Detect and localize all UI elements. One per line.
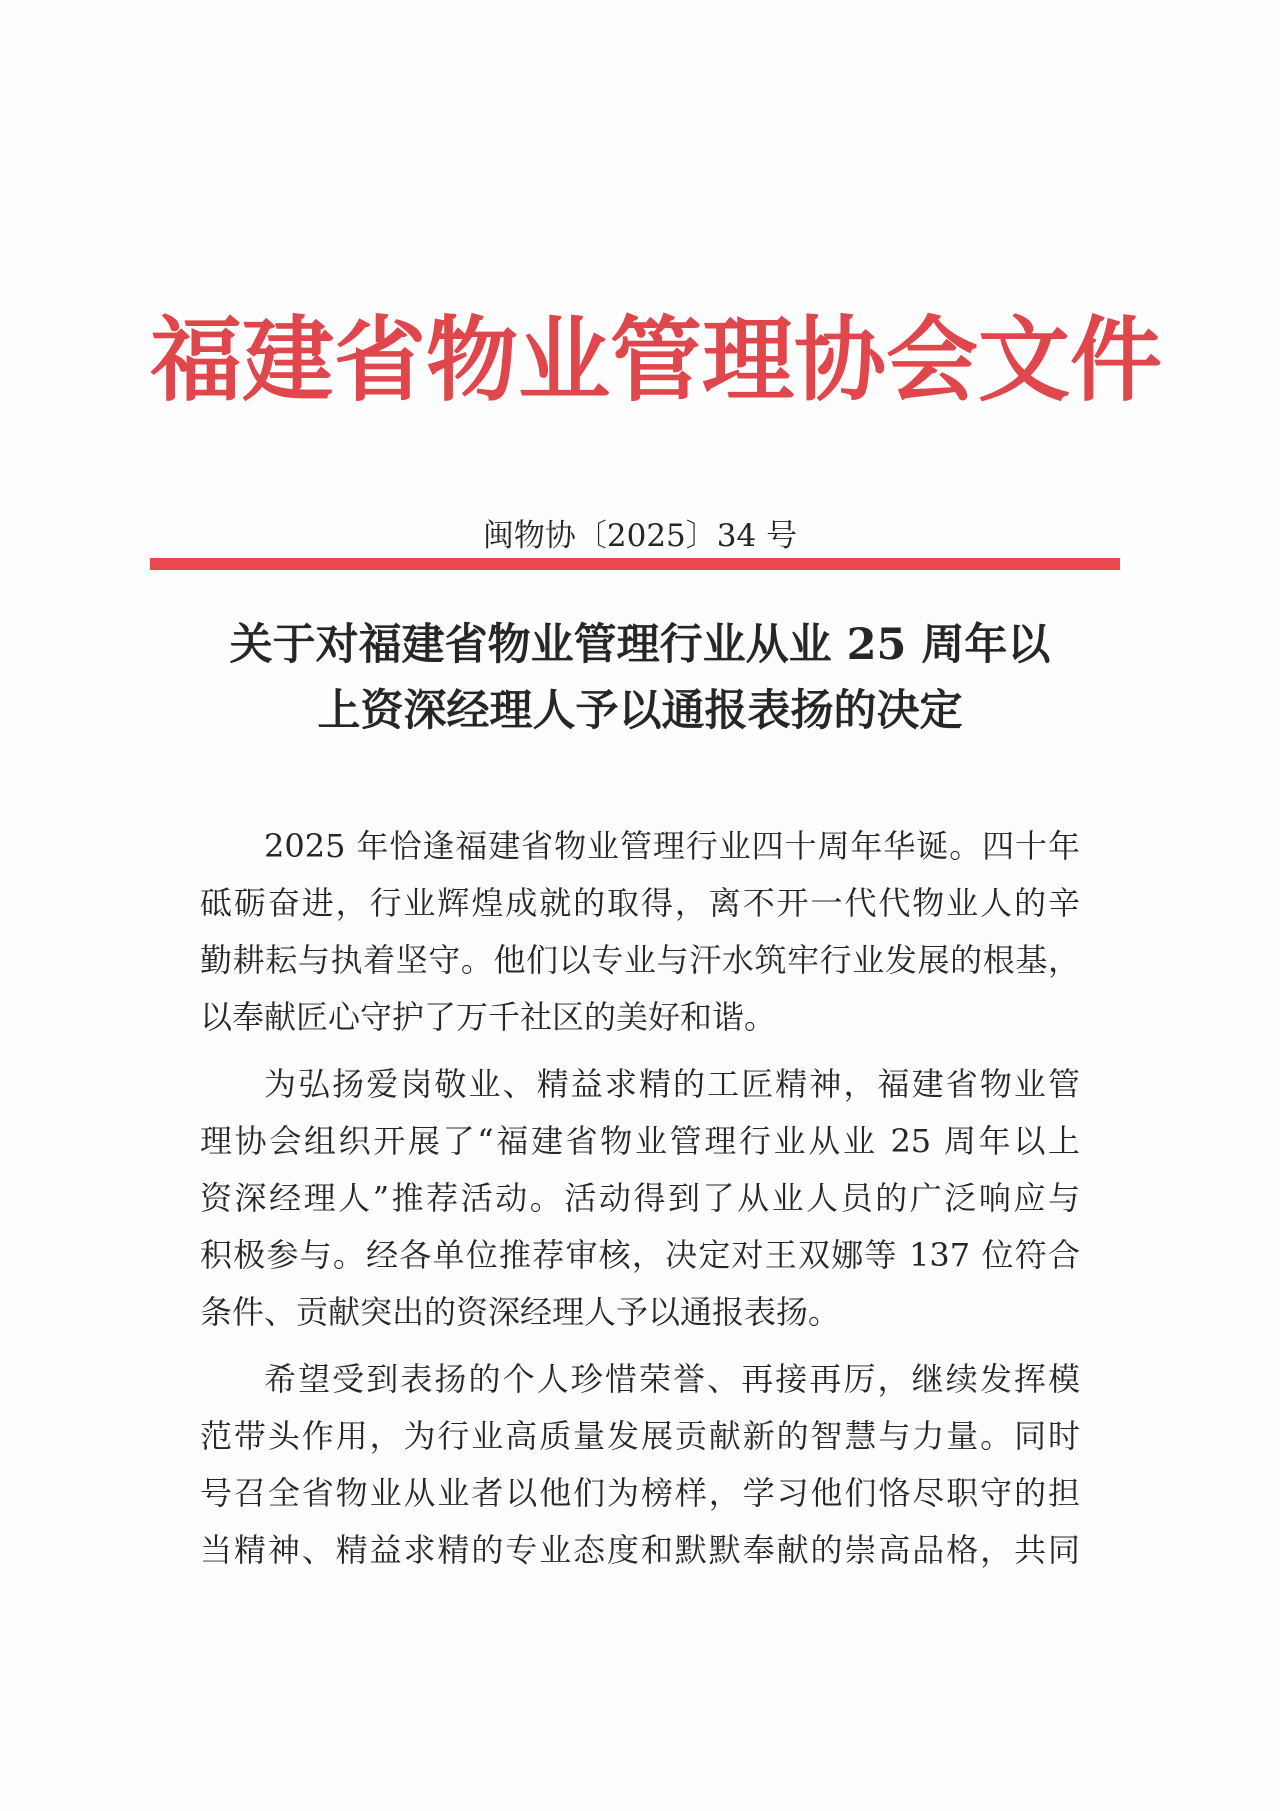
paragraph-2 bbox=[200, 1056, 1080, 1341]
paragraph-line: 砥砺奋进，行业辉煌成就的取得，离不开一代代物业人的辛 bbox=[200, 884, 1080, 922]
paragraph-line: 号召全省物业从业者以他们为榜样，学习他们恪尽职守的担 bbox=[200, 1474, 1080, 1512]
paragraph-line: 希望受到表扬的个人珍惜荣誉、再接再厉，继续发挥模 bbox=[264, 1360, 1080, 1398]
paragraph-line: 为弘扬爱岗敬业、精益求精的工匠精神，福建省物业管 bbox=[264, 1065, 1080, 1103]
red-divider-line bbox=[150, 558, 1120, 570]
document-number: 闽物协〔2025〕34 号 bbox=[482, 518, 798, 554]
paragraph-line: 资深经理人”推荐活动。活动得到了从业人员的广泛响应与 bbox=[200, 1179, 1080, 1217]
paragraph-line: 理协会组织开展了“福建省物业管理行业从业 25 周年以上 bbox=[200, 1122, 1080, 1160]
document-body bbox=[200, 818, 1080, 1589]
document-title bbox=[180, 612, 1100, 744]
paragraph-line: 积极参与。经各单位推荐审核，决定对王双娜等 137 位符合 bbox=[200, 1236, 1080, 1274]
title-line-2: 上资深经理人予以通报表扬的决定 bbox=[317, 686, 963, 736]
paragraph-line: 2025 年恰逢福建省物业管理行业四十周年华诞。四十年 bbox=[264, 827, 1080, 865]
paragraph-1 bbox=[200, 818, 1080, 1046]
paragraph-line: 条件、贡献突出的资深经理人予以通报表扬。 bbox=[200, 1293, 841, 1331]
title-line-1: 关于对福建省物业管理行业从业 25 周年以 bbox=[229, 620, 1051, 670]
paragraph-line: 以奉献匠心守护了万千社区的美好和谐。 bbox=[200, 998, 777, 1036]
paragraph-line: 当精神、精益求精的专业态度和默默奉献的崇高品格，共同 bbox=[200, 1531, 1080, 1569]
paragraph-line: 范带头作用，为行业高质量发展贡献新的智慧与力量。同时 bbox=[200, 1417, 1080, 1455]
paragraph-line: 勤耕耘与执着坚守。他们以专业与汗水筑牢行业发展的根基， bbox=[200, 941, 1080, 979]
masthead-title: 福建省物业管理协会文件 bbox=[150, 306, 1163, 414]
paragraph-3 bbox=[200, 1351, 1080, 1579]
